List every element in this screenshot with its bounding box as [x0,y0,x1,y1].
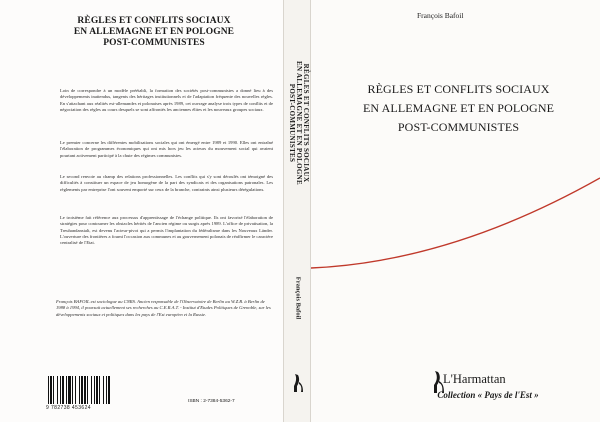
isbn-number: ISBN : 2-7384-5362-7 [188,399,235,404]
collection-name: Collection « Pays de l'Est » [437,390,539,400]
book-spine [283,0,311,422]
spine-title [287,8,309,238]
spine-title-line-1: RÈGLES ET CONFLITS SOCIAUX [301,63,310,183]
barcode-digits: 9 782738 453624 [46,405,91,411]
author-bio: François BAFOIL est sociologue au CNRS. Ancien responsable de l'Observatoire de Berlin au W.Z.B. à Berlin de 1988 à 1994, il poursuit actuellement ses recherches au C.E.R.A.T. - Institut d'Etudes Politiques de Grenoble, sur les développements sociaux et politiques dans les pays de l'Est européen et la Russie. [56,299,271,317]
decorative-curve [311,0,600,422]
front-cover [311,0,600,422]
harmattan-logo-icon [292,372,304,394]
title-line-2: EN ALLEMAGNE ET EN POLOGNE [362,101,555,115]
barcode-image [48,376,130,404]
summary-paragraph: Le second renvoie au champ des relations professionnelles. Les conflits qui s'y sont déroulés ont témoigné des difficultés à constituer un espace de jeu homogène de la part des syndicats et des organisations patronales. Les règlements par entreprise l'ont souvent emporté sur ceux de la branche, contraints ainsi plusieurs dérégulations. [60,174,273,192]
spine-title-line-3: POST-COMMUNISTES [287,83,296,163]
spine-title-line-2: EN ALLEMAGNE ET EN POLOGNE [294,61,303,185]
title-line-3: POST-COMMUNISTES [397,120,520,134]
back-cover-title [34,16,274,49]
barcode-bar [108,376,110,404]
book-title [321,80,596,137]
back-title-line-2: EN ALLEMAGNE ET EN POLOGNE [73,27,235,37]
summary-paragraph: Loin de correspondre à un modèle préétabli, la formation des sociétés post-communistes a donné lieu à des développements inattendus, tangents des héritages institutionnels et de l'adaptation fréquente des nouvelles règles. En s'attachant aux réalités est-allemandes et polonaises après 1989, cet ouvrage analyse trois types de conflits et de négociation des règles au cours desquels se sont affrontés les anciennes élites et les nouveaux groupes sociaux. [60,88,273,112]
summary-paragraph: Le troisième fait référence aux processus d'apprentissage de l'échange politique. Ils ont favorisé l'élaboration de stratégies pour contourner les obstacles hérités de l'ancien régime ou surgis après 1989. L'office de privatisation, la Treuhandanstalt, est devenu l'acteur-pivot qui a permis l'implantation du fédéralisme dans les Nouveaux Länder. L'ouverture des frontières a fourni l'occasion aux communes et au gouvernement polonais de réaffirmer le caractère centralisé de l'Etat. [60,215,273,246]
author-name: François Bafoil [417,11,464,20]
summary-paragraph: Le premier concerne les différentes mobilisations sociales qui ont émergé entre 1989 et 1990. Elles ont entraîné l'élaboration de programmes économiques qui ont mis hors jeu les acteurs du mouvement social qui avaient pourtant activement participé à la chute des régimes communistes. [60,140,273,158]
publisher-name: L'Harmattan [443,372,506,386]
title-line-1: RÈGLES ET CONFLITS SOCIAUX [367,82,550,96]
back-title-line-3: POST-COMMUNISTES [103,38,205,48]
spine-author: François Bafoil [294,276,302,320]
back-cover [0,0,283,422]
back-title-line-1: RÈGLES ET CONFLITS SOCIAUX [77,16,231,26]
